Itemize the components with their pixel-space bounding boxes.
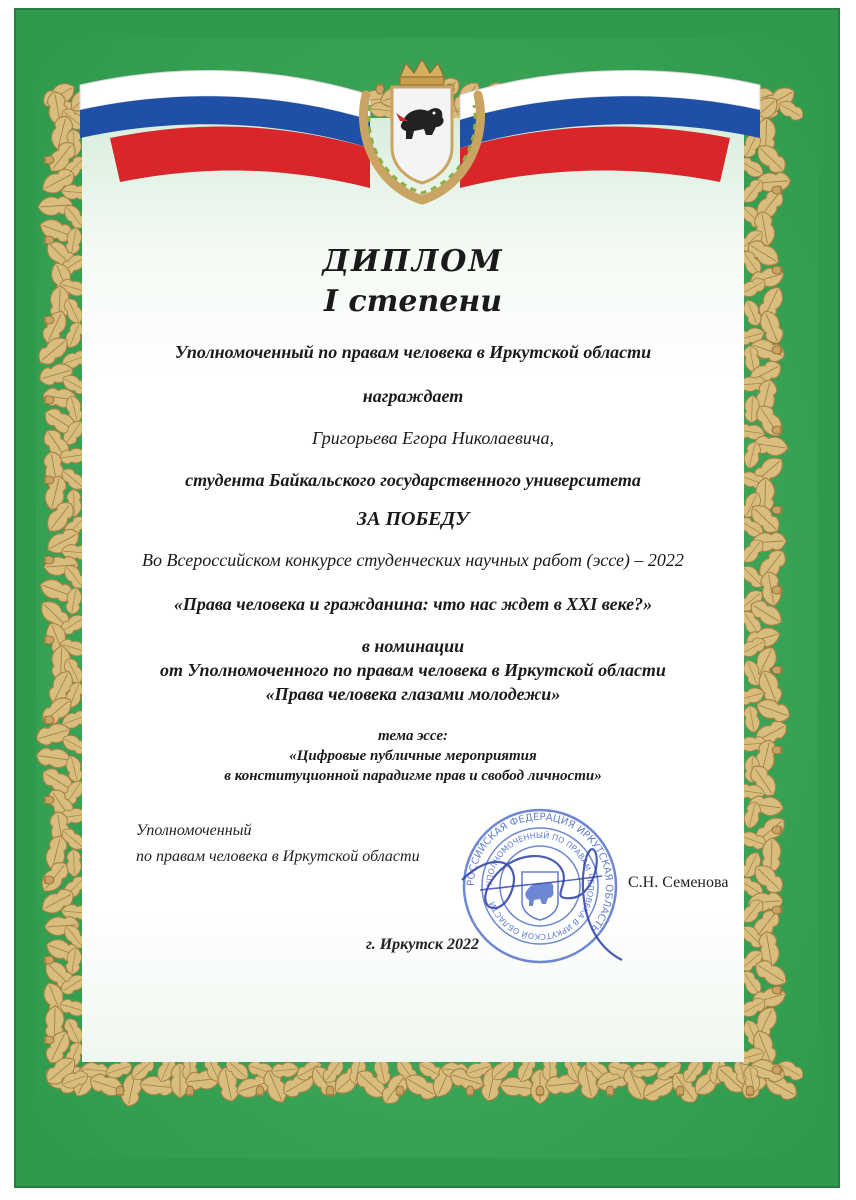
signer-name: С.Н. Семенова [628, 874, 729, 891]
handwritten-signature [452, 820, 652, 970]
recipient-name: Григорьева Егора Николаевича, [312, 428, 554, 448]
irkutsk-coat-of-arms-icon [356, 55, 488, 205]
nomination-name: «Права человека глазами молодежи» [265, 684, 561, 704]
recipient-role: студента Байкальского государственного университета [185, 470, 641, 490]
stamp-inner-text: УПОЛНОМОЧЕННЫЙ ПО ПРАВАМ ЧЕЛОВЕКА В ИРКУТСКОЙ ОБЛАСТИ [484, 830, 596, 942]
nomination-intro: в номинации [361, 636, 465, 656]
issuer-line: Уполномоченный по правам человека в Иркутской области [174, 342, 652, 362]
nomination-from: от Уполномоченного по правам человека в Иркутской области [160, 660, 666, 680]
signer-position-line-2: по правам человека в Иркутской области [136, 848, 420, 865]
place-and-date: г. Иркутск 2022 [366, 936, 480, 953]
essay-title-line-2: в конституционной парадигме прав и свобод личности» [224, 768, 602, 784]
contest-theme: «Права человека и гражданина: что нас ждет в XXI веке?» [173, 594, 653, 614]
essay-title-line-1: «Цифровые публичные мероприятия [289, 748, 537, 764]
stamp-outer-text: РОССИЙСКАЯ ФЕДЕРАЦИЯ ИРКУТСКАЯ ОБЛАСТЬ [465, 811, 615, 935]
award-action: награждает [362, 386, 464, 406]
signer-position-line-1: Уполномоченный [136, 822, 252, 839]
diploma-degree: I степени [323, 284, 503, 319]
diploma-title: ДИПЛОМ [322, 244, 504, 279]
contest-name: Во Всероссийском конкурсе студенческих научных работ (эссе) – 2022 [142, 550, 684, 570]
essay-label: тема эссе: [377, 728, 449, 744]
award-reason: ЗА ПОБЕДУ [356, 508, 470, 530]
